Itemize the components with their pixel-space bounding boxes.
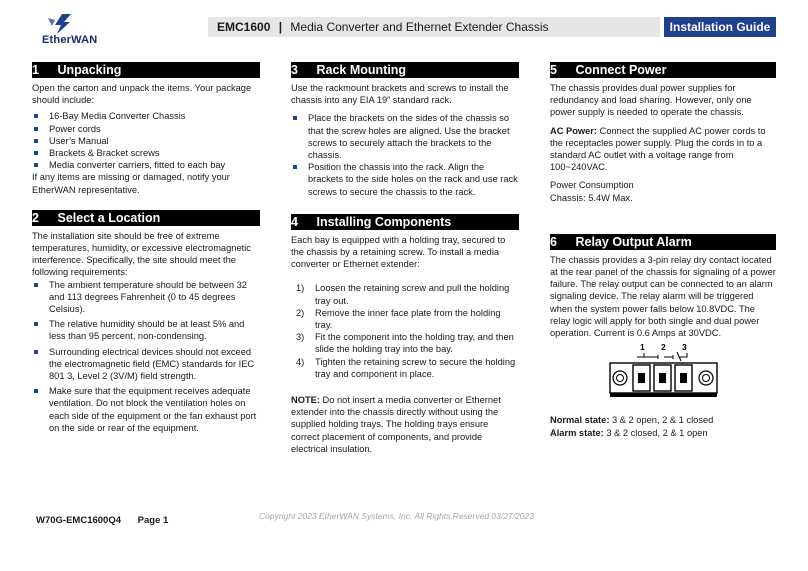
pin-label-3: 3	[682, 342, 687, 353]
section-number: 3	[291, 63, 298, 77]
list-item: Surrounding electrical devices should not exceed the electromagnetic field (EMC) standards for IEC 801 3, Level 2 (3V/M) field strength.	[32, 346, 260, 383]
alarm-state-text: 3 & 2 closed, 2 & 1 open	[603, 427, 708, 438]
section-title: Select a Location	[57, 210, 161, 225]
list-item: User’s Manual	[32, 135, 260, 147]
step-number: 2)	[296, 307, 305, 318]
ac-power-label: AC Power:	[550, 125, 598, 136]
section-location-heading	[32, 210, 260, 226]
components-intro: Each bay is equipped with a holding tray, secured to the chassis by a retaining screw. To install a media converter or Ethernet extender:	[291, 234, 506, 270]
list-item	[296, 356, 519, 380]
list-item: The relative humidity should be at least 5% and less than 95 percent, non-condensing.	[32, 318, 260, 342]
model-name: EMC1600	[217, 20, 271, 34]
note-text: Do not insert a media converter or Ethernet extender into the chassis directly without using the supplied holding trays. The holding trays ensure correct placement of components, and provide electrical insulation.	[291, 395, 501, 454]
header-bar	[208, 17, 660, 37]
step-text: Loosen the retaining screw and pull the holding tray out.	[315, 283, 510, 306]
section-number: 6	[550, 234, 557, 249]
step-text: Tighten the retaining screw to secure the holding tray and component in place.	[315, 356, 516, 379]
consumption-value: Chassis: 5.4W Max.	[550, 192, 633, 203]
doc-id: W70G-EMC1600Q4	[36, 515, 122, 526]
unpacking-intro: Open the carton and unpack the items. Your package should include:	[32, 83, 252, 106]
step-text: Fit the component into the holding tray, and then slide the holding tray into the bay.	[315, 332, 514, 355]
section-number: 5	[550, 63, 557, 77]
normal-state-text: 3 & 2 open, 2 & 1 closed	[609, 415, 714, 426]
etherwan-logo	[40, 12, 110, 48]
logo-mark-icon	[40, 12, 80, 36]
pin-label-2: 2	[661, 342, 666, 353]
column-middle	[291, 62, 519, 459]
normal-state-label: Normal state:	[550, 415, 610, 426]
list-item: Media converter carriers, fitted to each bay	[32, 159, 260, 171]
power-consumption	[550, 179, 776, 203]
header-separator: |	[278, 20, 283, 34]
section-number: 2	[32, 210, 39, 225]
package-contents-list	[32, 110, 260, 171]
section-title: Rack Mounting	[316, 63, 407, 77]
location-requirements-list	[32, 279, 260, 434]
unpacking-outro: If any items are missing or damaged, notify your EtherWAN representative.	[32, 172, 230, 195]
section-title: Connect Power	[575, 63, 667, 77]
list-item	[296, 331, 519, 355]
step-text: Remove the inner face plate from the holding tray.	[315, 307, 501, 331]
page-number: Page 1	[137, 515, 169, 526]
alarm-state-label: Alarm state:	[550, 427, 604, 438]
footer-document-id	[36, 515, 168, 526]
section-number: 1	[32, 63, 39, 77]
installation-guide-tag: Installation Guide	[664, 17, 776, 37]
relay-alarm-state	[550, 427, 776, 439]
step-number: 4)	[296, 356, 305, 367]
power-intro: The chassis provides dual power supplies for redundancy and load sharing. However, only one power supply is needed to operate the chassis.	[550, 83, 752, 118]
section-title: Unpacking	[57, 63, 122, 77]
install-steps-list	[296, 282, 519, 380]
location-intro: The installation site should be free of extreme temperatures, humidity, or excessive electromagnetic interference. Specifically, the site should meet the following requirements:	[32, 230, 251, 278]
section-rack-heading	[291, 62, 519, 78]
ac-power-text: Connect the supplied AC power cords to the receptacles power supply. Plug the cords in to a standard AC outlet with a voltage range from 100~240VAC.	[550, 125, 766, 173]
rack-steps-list	[291, 112, 519, 197]
list-item: 16-Bay Media Converter Chassis	[32, 110, 260, 122]
relay-normal-state	[550, 414, 776, 426]
list-item: The ambient temperature should be between 32 and 113 degrees Fahrenheit (0 to 45 degrees Celsius).	[32, 279, 260, 316]
relay-description: The chassis provides a 3-pin relay dry contact located at the rear panel of the chassis for signaling of a power failure. The relay output can be connected to an alarm signaling device. The relay alarm will be triggered when the system power falls below 10.8VDC. The relay logic will apply for both single and dual power operation. Current is 0.6 Amps at 30VDC.	[550, 254, 776, 339]
section-number: 4	[291, 214, 298, 229]
logo-text: EtherWAN	[42, 34, 98, 46]
consumption-label: Power Consumption	[550, 180, 634, 191]
pin-label-1: 1	[640, 342, 645, 353]
step-number: 3)	[296, 332, 305, 343]
section-components-heading	[291, 214, 519, 230]
relay-terminal-diagram	[607, 341, 719, 403]
list-item	[296, 282, 519, 306]
section-relay-heading	[550, 234, 776, 250]
column-left	[32, 62, 260, 434]
components-note	[291, 394, 519, 455]
copyright-notice: Copyright 2023 EtherWAN Systems, Inc. All Rights Reserved 03/27/2023	[259, 511, 534, 521]
list-item: Position the chassis into the rack. Align the brackets to the side holes on the rack and use rack screws to secure the chassis to the rack.	[291, 161, 519, 198]
section-unpacking-heading	[32, 62, 260, 78]
list-item	[296, 307, 519, 331]
section-title: Relay Output Alarm	[575, 234, 692, 249]
list-item: Place the brackets on the sides of the chassis so that the screw holes are aligned. Use the bracket screws to securely attach the brackets to the chassis.	[291, 112, 519, 161]
ac-power-paragraph	[550, 125, 776, 174]
note-label: NOTE:	[291, 395, 320, 406]
section-title: Installing Components	[316, 214, 452, 229]
step-number: 1)	[296, 283, 305, 294]
list-item: Brackets & Bracket screws	[32, 147, 260, 159]
rack-intro: Use the rackmount brackets and screws to install the chassis into any EIA 19” standard rack.	[291, 83, 509, 106]
list-item: Power cords	[32, 123, 260, 135]
column-right	[550, 62, 776, 443]
document-title: Media Converter and Ethernet Extender Chassis	[290, 20, 549, 34]
section-power-heading	[550, 62, 776, 78]
list-item: Make sure that the equipment receives adequate ventilation. Do not block the ventilation holes on each side of the equipment or the fan exhaust port on the side or rear of the equipment.	[32, 385, 260, 434]
